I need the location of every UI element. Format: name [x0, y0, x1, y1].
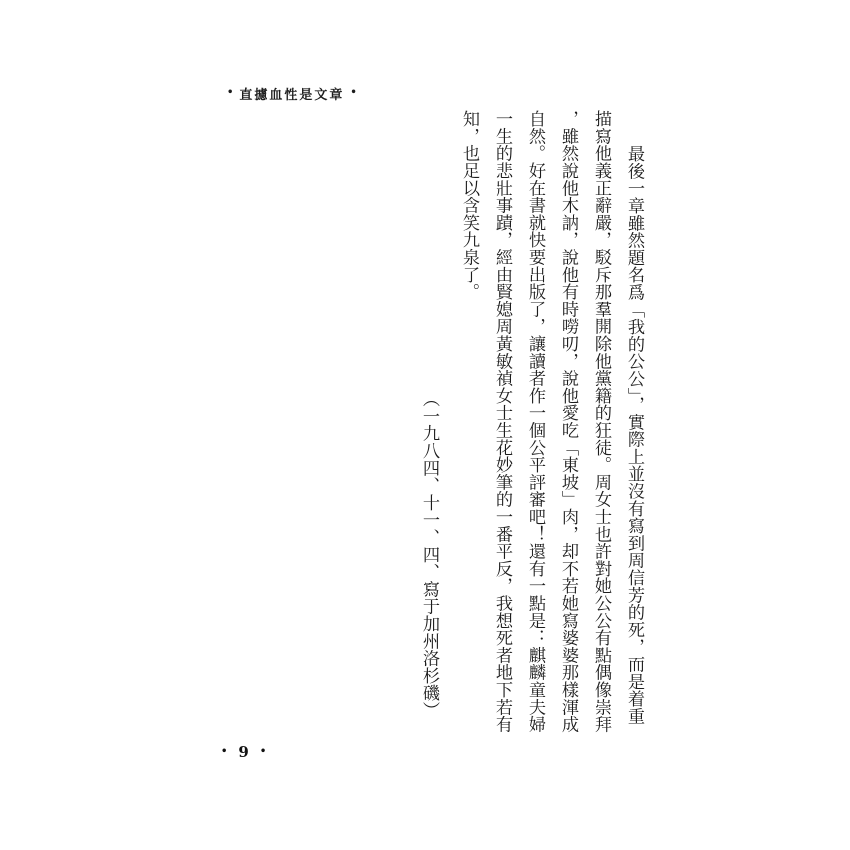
article-text-block — [412, 110, 650, 733]
page-number-value: 9 — [238, 743, 249, 761]
text-column-2: 描寫他義正辭嚴，駁斥那羣開除他黨籍的狂徒。周女士也許對她公公有點偶像崇拜 — [591, 110, 611, 733]
dateline: （一九八四、十一、四、寫于加州洛杉磯） — [419, 390, 439, 719]
text-column-4: 自然。好在書就快要出版了，讓讀者作一個公平評審吧！還有一點是：麒麟童夫婦 — [525, 110, 545, 733]
running-header — [227, 84, 357, 103]
header-dot-right-icon: • — [350, 87, 357, 98]
text-column-1: 最後一章雖然題名爲「我的公公」，實際上並沒有寫到周信芳的死，而是着重 — [624, 145, 644, 725]
text-column-6: 知，也足以含笑九泉了。 — [459, 110, 479, 301]
footer-dot-left-icon: • — [221, 745, 228, 757]
running-header-title: 直攄血性是文章 — [239, 88, 345, 103]
footer-dot-right-icon: • — [259, 745, 267, 757]
header-dot-left-icon: • — [227, 87, 234, 98]
text-column-5: 一生的悲壯事蹟，經由賢媳周黃敏禎女士生花妙筆的一番平反，我想死者地下若有 — [492, 110, 512, 733]
page-number — [221, 743, 266, 761]
text-column-3: ，雖然說他木訥，說他有時嘮叨，說他愛吃「東坡」肉，却不若她寫婆婆那樣渾成 — [558, 110, 578, 733]
